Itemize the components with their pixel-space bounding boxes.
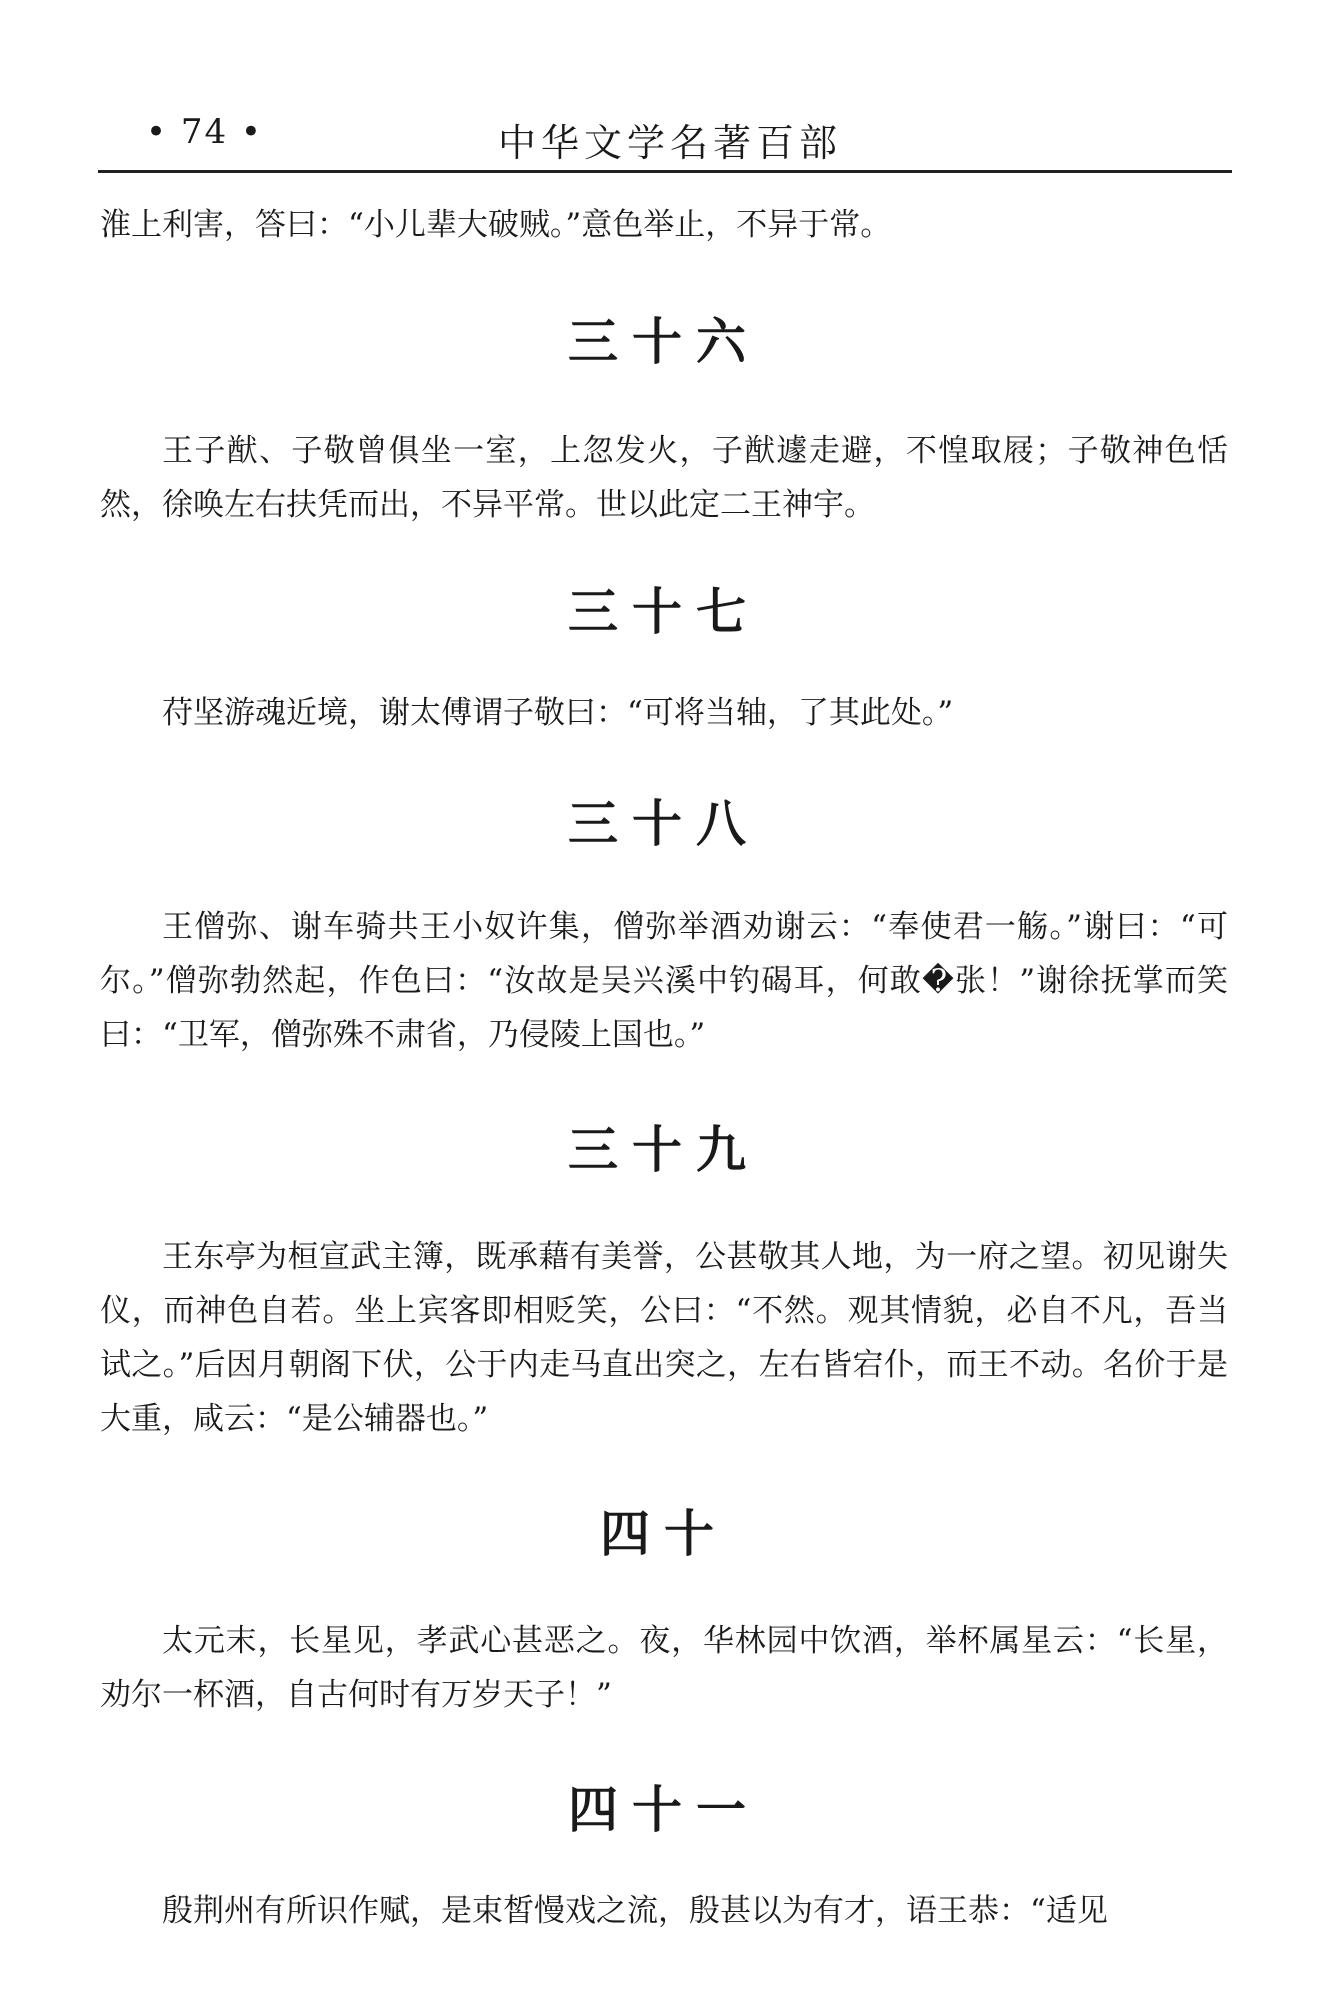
book-title: 中华文学名著百部 [498,121,843,165]
section-text-36: 王子猷、子敬曾俱坐一室，上忽发火，子猷遽走避，不惶取屐；子敬神色恬然，徐唤左右扶凭而出，不异平常。世以此定二王神宇。 [100,433,1228,523]
section-text-40: 太元末，长星见，孝武心甚恶之。夜，华林园中饮酒，举杯属星云：“长星，劝尔一杯酒，自古何时有万岁天子！” [100,1623,1228,1713]
page-number: • 74 • [146,112,263,152]
section-title-41: 四十一 [568,1781,760,1839]
running-header [98,104,1232,173]
section-title-36: 三十六 [568,313,760,371]
section-title-40: 四十 [600,1505,728,1563]
section-text-41: 殷荆州有所识作赋，是束皙慢戏之流，殷甚以为有才，语王恭：“适见 [162,1893,1108,1929]
paragraph-continued: 淮上利害，答曰：“小儿辈大破贼。”意色举止，不异于常。 [100,207,892,243]
section-title-39: 三十九 [568,1121,760,1179]
section-title-38: 三十八 [568,795,760,853]
section-text-38: 王僧弥、谢车骑共王小奴许集，僧弥举酒劝谢云：“奉使君一觞。”谢曰：“可尔。”僧弥勃然起，作色曰：“汝故是吴兴溪中钓碣耳，何敢�张！”谢徐抚掌而笑曰：“卫军，僧弥殊不肃省，乃侵陵上国也。” [100,909,1228,1053]
section-text-39: 王东亭为桓宣武主簿，既承藉有美誉，公甚敬其人地，为一府之望。初见谢失仪，而神色自若。坐上宾客即相贬笑，公曰：“不然。观其情貌，必自不凡，吾当试之。”后因月朝阁下伏，公于内走马直出突之，左右皆宕仆，而王不动。名价于是大重，咸云：“是公辅器也。” [100,1239,1228,1437]
section-text-37: 苻坚游魂近境，谢太傅谓子敬曰：“可将当轴，了其此处。” [162,695,954,731]
section-title-37: 三十七 [568,583,760,641]
page-body [100,198,1228,1938]
